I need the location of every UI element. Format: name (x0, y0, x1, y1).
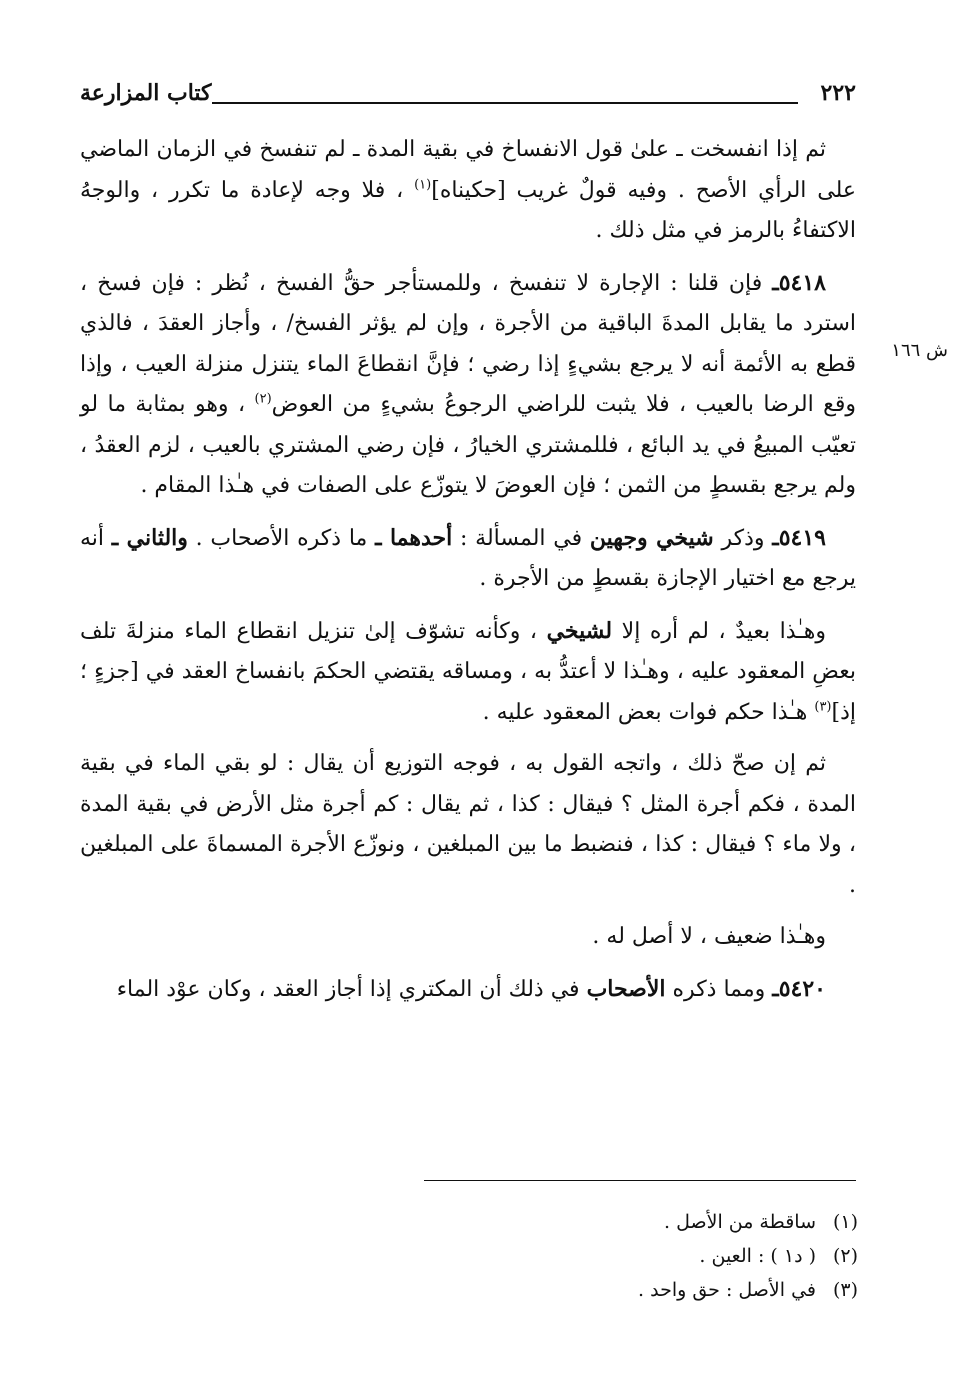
issue-number: ٥٤٢٠ـ (772, 975, 826, 1002)
footnote (358, 1205, 858, 1239)
margin-page-reference: ش ١٦٦ (891, 340, 948, 361)
numbered-paragraph (80, 263, 856, 507)
footnote-separator (424, 1180, 856, 1181)
paragraph-text: ما ذكره الأصحاب . (187, 525, 376, 551)
paragraph-text: فإن قلنا : الإجارة لا تنفسخ ، وللمستأجر حقُّ الفسخ ، نُظر : فإن فسخ ، استرد ما يقابل المدةَ الباقية من الأجرة ، وإن لم يؤثر الفسخ/ ، وأجاز العقدَ ، فالذي قطع به الأئمة أنه لا يرجع بشيءٍ إذا رضي ؛ فإنَّ انقطاعَ الماء يتنزل منزلة العيب ، وإذا وقع الرضا بالعيب ، فلا يثبت للراضي الرجوعُ بشيءٍ من العوض (80, 270, 856, 417)
footnote-number: (٢) (832, 1245, 858, 1267)
paragraph-text: ، فلا وجه لإعادة ما تكرر ، والوجهُ الاكتفاءُ بالرمز في مثل ذلك . (80, 177, 856, 243)
footnote-marker: (١) (414, 177, 432, 193)
emphasized-text: شيخي وجهين (589, 524, 714, 551)
page-number: ٢٢٢ (820, 80, 856, 106)
footnote (358, 1239, 858, 1273)
paragraph: وهـٰذا ضعيف ، لا أصل له . (592, 924, 826, 949)
numbered-paragraph (80, 969, 856, 1011)
paragraph-text: ثم إذا انفسخت ـ علىٰ قول الانفساخ في بقية المدة ـ لم تنفسخ في الزمان الماضي على الرأي الأصح . وفيه قولٌ غريب [حكيناه] (80, 137, 856, 203)
paragraph: ثم إن صحّ ذلك ، واتجه القول به ، فوجه التوزيع أن يقال : لو بقي الماء في بقية المدة ، فكم أجرة المثل ؟ فيقال : كذا ، ثم يقال : كم أجرة مثل الأرض في بقية المدة ، ولا ماء ؟ فيقال : كذا ، فنضبط ما بين المبلغين ، ونوزّع الأجرة المسماةَ على المبلغين . (80, 751, 856, 898)
footnote-marker: (٢) (254, 391, 272, 407)
footnote-marker: (٣) (814, 699, 832, 715)
footnote-number: (٣) (832, 1279, 858, 1301)
paragraph-text: أنه يرجع مع اختيار الإجازة بقسطٍ من الأجرة . (80, 525, 856, 591)
emphasized-text: والثاني ـ (111, 524, 188, 551)
paragraph-text: ومما ذكره (665, 976, 773, 1002)
paragraph-text: هـٰذا حكم فوات بعض المعقود عليه . (482, 699, 815, 725)
numbered-paragraph (80, 518, 856, 600)
footnote (358, 1273, 858, 1307)
footnote-text: ساقطة من الأصل . (664, 1211, 816, 1233)
main-text (80, 130, 856, 1021)
paragraph-text: ، وكأنه تشوّف إلىٰ تنزيل انقطاع الماء منزلةَ تلف بعضِ المعقود عليه ، وهـٰذا لا أعتدُّ به ، ومساقه يقتضي الحكمَ بانفساخ العقد في [جزءٍ ؛ إذ] (80, 618, 856, 725)
book-title: كتاب المزارعة (80, 80, 212, 106)
footnote-text: ( د١ ) : العين . (699, 1245, 816, 1267)
paragraph-text: ، وهو بمثابة ما لو تعيّب المبيعُ في يد البائع ، فللمشتري الخيارُ ، فإن رضي المشتري بالعيب ، لزم العقدُ ، ولم يرجع بقسطٍ من الثمن ؛ فإن العوضَ لا يتوزّع على الصفات في هـٰذا المقام . (80, 392, 856, 498)
footnote-number: (١) (832, 1211, 858, 1233)
paragraph (80, 611, 856, 734)
emphasized-text: أحدهما ـ (375, 524, 453, 551)
paragraph-text: في المسألة : (452, 525, 590, 551)
emphasized-text: الأصحاب (586, 975, 666, 1002)
paragraph-text: في ذلك أن المكتري إذا أجاز العقد ، وكان عوْد الماء (116, 976, 587, 1002)
paragraph-text: وذكر (713, 525, 773, 551)
issue-number: ٥٤١٨ـ (772, 269, 826, 296)
paragraph-text: وهـٰذا بعيدٌ ، لم أره إلا (612, 618, 826, 644)
header-rule (212, 102, 798, 104)
running-header (80, 80, 856, 120)
paragraph (80, 130, 856, 252)
footnote-text: في الأصل : حق واحد . (638, 1279, 816, 1301)
emphasized-text: لشيخي (546, 617, 613, 644)
issue-number: ٥٤١٩ـ (772, 524, 826, 551)
footnotes (358, 1205, 858, 1307)
